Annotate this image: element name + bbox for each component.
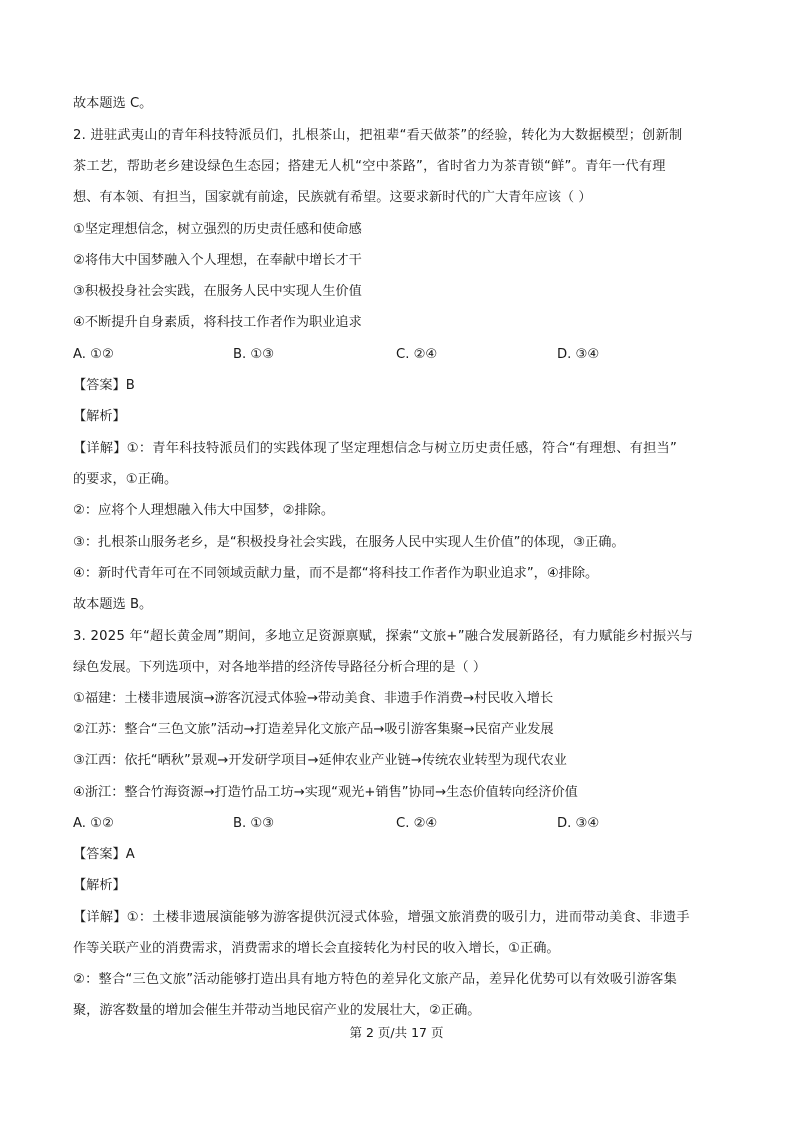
q3-stem-line-1: 3. 2025 年“超长黄金周”期间，多地立足资源禀赋，探索“文旅+”融合发展新路径，有力赋能乡村振兴与	[73, 629, 694, 644]
q2-option-a: A. ①②	[73, 347, 114, 362]
q3-item-3: ③江西：依托“晒秋”景观→开发研学项目→延伸农业产业链→传统农业转型为现代农业	[73, 753, 567, 768]
q3-item-2: ②江苏：整合“三色文旅”活动→打造差异化文旅产品→吸引游客集聚→民宿产业发展	[73, 722, 554, 737]
q3-detail-line-3: ②：整合“三色文旅”活动能够打造出具有地方特色的差异化文旅产品，差异化优势可以有效吸引游客集	[73, 972, 678, 987]
q2-stem-line-3: 想、有本领、有担当，国家就有前途，民族就有希望。这要求新时代的广大青年应该（ ）	[73, 190, 592, 205]
q2-detail-line-3: ②：应将个人理想融入伟大中国梦，②排除。	[73, 503, 335, 518]
q3-item-1: ①福建：土楼非遗展演→游客沉浸式体验→带动美食、非遗手作消费→村民收入增长	[73, 691, 554, 706]
q2-option-c: C. ②④	[396, 347, 438, 362]
q2-analysis-label: 【解析】	[73, 409, 126, 424]
q2-item-3: ③积极投身社会实践，在服务人民中实现人生价值	[73, 284, 362, 299]
q2-stem-line-1: 2. 进驻武夷山的青年科技特派员们，扎根茶山，把祖辈“看天做茶”的经验，转化为大数据模型；创新制	[73, 128, 683, 143]
q2-detail-line-5: ④：新时代青年可在不同领域贡献力量，而不是都“将科技工作者作为职业追求”，④排除。	[73, 566, 599, 581]
q2-conclusion: 故本题选 B。	[73, 597, 153, 612]
q3-analysis-label: 【解析】	[73, 878, 126, 893]
q3-item-4: ④浙江：整合竹海资源→打造竹品工坊→实现“观光+销售”协同→生态价值转向经济价值	[73, 785, 578, 800]
q2-detail-line-4: ③：扎根茶山服务老乡，是“积极投身社会实践，在服务人民中实现人生价值”的体现，③正确。	[73, 535, 625, 550]
prev-conclusion: 故本题选 C。	[73, 96, 153, 111]
q3-option-d: D. ③④	[557, 816, 600, 831]
q3-answer: 【答案】A	[73, 847, 135, 862]
q3-stem-line-2: 绿色发展。下列选项中，对各地举措的经济传导路径分析合理的是（ ）	[73, 660, 487, 675]
q2-option-b: B. ①③	[233, 347, 275, 362]
q3-detail-line-4: 聚，游客数量的增加会催生并带动当地民宿产业的发展壮大，②正确。	[73, 1003, 481, 1018]
q2-answer: 【答案】B	[73, 378, 135, 393]
q2-item-1: ①坚定理想信念，树立强烈的历史责任感和使命感	[73, 222, 362, 237]
q2-detail-line-1: 【详解】①：青年科技特派员们的实践体现了坚定理想信念与树立历史责任感，符合“有理想、有担当”	[73, 441, 678, 456]
q3-option-b: B. ①③	[233, 816, 275, 831]
q2-stem-line-2: 茶工艺，帮助老乡建设绿色生态园；搭建无人机“空中茶路”，省时省力为茶青锁“鲜”。青年一代有理	[73, 159, 666, 174]
q2-item-2: ②将伟大中国梦融入个人理想，在奉献中增长才干	[73, 253, 362, 268]
q3-detail-line-1: 【详解】①：土楼非遗展演能够为游客提供沉浸式体验，增强文旅消费的吸引力，进而带动美食、非遗手	[73, 910, 690, 925]
q2-item-4: ④不断提升自身素质，将科技工作者作为职业追求	[73, 315, 362, 330]
page-number: 第 2 页/共 17 页	[349, 1025, 444, 1040]
q3-option-c: C. ②④	[396, 816, 438, 831]
q2-detail-line-2: 的要求，①正确。	[73, 472, 178, 487]
q3-option-a: A. ①②	[73, 816, 114, 831]
q2-option-d: D. ③④	[557, 347, 600, 362]
q3-detail-line-2: 作等关联产业的消费需求，消费需求的增长会直接转化为村民的收入增长，①正确。	[73, 941, 560, 956]
